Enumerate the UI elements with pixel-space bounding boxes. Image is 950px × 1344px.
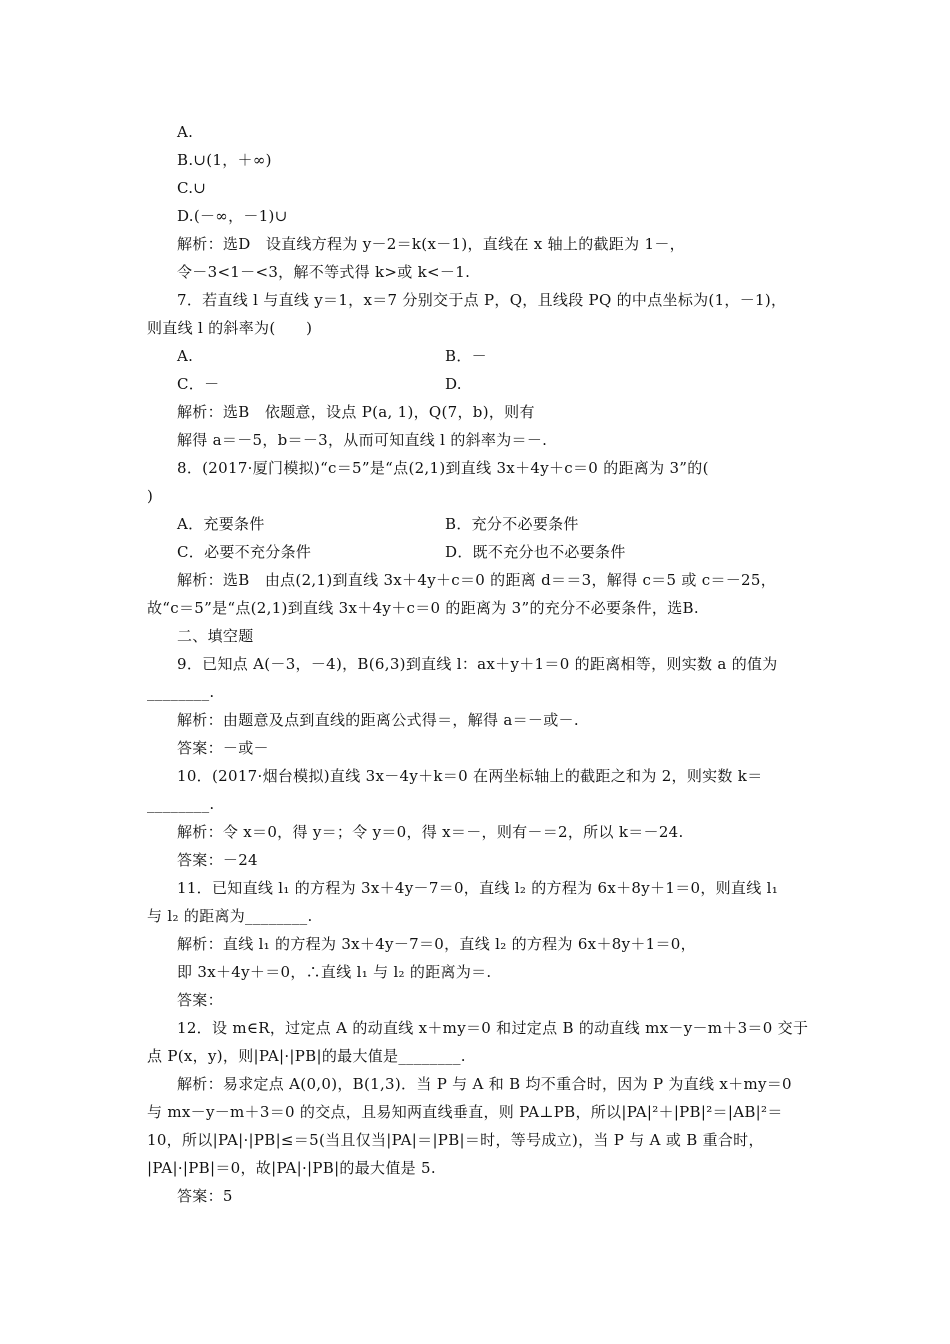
solution-line: 解析：选D 设直线方程为 y－2＝k(x－1)，直线在 x 轴上的截距为 1－，: [177, 235, 685, 253]
option-c: C．－: [177, 375, 220, 393]
option-c: C.∪: [177, 179, 207, 197]
question-12-cont: 点 P(x，y)，则|PA|·|PB|的最大值是________.: [147, 1047, 466, 1065]
solution-line: 解析：令 x＝0，得 y＝；令 y＝0，得 x＝－，则有－＝2，所以 k＝－24.: [177, 823, 684, 841]
solution-line: 即 3x＋4y＋＝0，∴直线 l₁ 与 l₂ 的距离为＝.: [177, 963, 492, 981]
question-11: 11．已知直线 l₁ 的方程为 3x＋4y－7＝0，直线 l₂ 的方程为 6x＋8y＋1＝0，则直线 l₁: [177, 879, 779, 897]
question-8: 8．(2017·厦门模拟)“c＝5”是“点(2,1)到直线 3x＋4y＋c＝0 的距离为 3”的(: [177, 459, 709, 477]
answer-blank: ________.: [147, 795, 215, 813]
question-7-cont: 则直线 l 的斜率为( ): [147, 319, 313, 337]
option-a: A.: [177, 347, 194, 365]
answer-line: 答案：－或－: [177, 739, 269, 757]
answer-line: 答案：－24: [177, 851, 258, 869]
option-d: D.: [445, 375, 462, 393]
question-7: 7．若直线 l 与直线 y＝1，x＝7 分别交于点 P，Q，且线段 PQ 的中点坐标为(1，－1)，: [177, 291, 787, 309]
option-d: D．既不充分也不必要条件: [445, 543, 626, 561]
option-d: D.(－∞，－1)∪: [177, 207, 288, 225]
answer-line: 答案：5: [177, 1187, 233, 1205]
answer-line: 答案：: [177, 991, 223, 1009]
solution-line: 故“c＝5”是“点(2,1)到直线 3x＋4y＋c＝0 的距离为 3”的充分不必要条件，选B.: [147, 599, 699, 617]
option-a: A.: [177, 123, 194, 141]
solution-line: 解析：选B 依题意，设点 P(a, 1)，Q(7，b)，则有: [177, 403, 535, 421]
solution-line: |PA|·|PB|＝0，故|PA|·|PB|的最大值是 5.: [147, 1159, 436, 1177]
solution-line: 10，所以|PA|·|PB|≤＝5(当且仅当|PA|＝|PB|＝时，等号成立)，当 P 与 A 或 B 重合时，: [147, 1131, 764, 1149]
option-b: B．－: [445, 347, 487, 365]
section-heading: 二、填空题: [177, 627, 254, 645]
solution-line: 与 mx－y－m＋3＝0 的交点，且易知两直线垂直，则 PA⊥PB，所以|PA|²＋|PB|²＝|AB|²＝: [147, 1103, 783, 1121]
question-12: 12．设 m∈R，过定点 A 的动直线 x＋my＝0 和过定点 B 的动直线 mx－y－m＋3＝0 交于: [177, 1019, 809, 1037]
option-b: B.∪(1，＋∞): [177, 151, 272, 169]
question-10: 10．(2017·烟台模拟)直线 3x－4y＋k＝0 在两坐标轴上的截距之和为 2，则实数 k＝: [177, 767, 763, 785]
solution-line: 令－3<1－<3，解不等式得 k>或 k<－1.: [177, 263, 471, 281]
question-9: 9．已知点 A(－3，－4)，B(6,3)到直线 l：ax＋y＋1＝0 的距离相等，则实数 a 的值为: [177, 655, 778, 673]
answer-blank: ________.: [147, 683, 215, 701]
solution-line: 解析：由题意及点到直线的距离公式得＝，解得 a＝－或－.: [177, 711, 579, 729]
question-11-cont: 与 l₂ 的距离为________.: [147, 907, 313, 925]
solution-line: 解析：选B 由点(2,1)到直线 3x＋4y＋c＝0 的距离 d＝＝3，解得 c＝5 或 c＝－25，: [177, 571, 777, 589]
option-b: B．充分不必要条件: [445, 515, 579, 533]
solution-line: 解析：易求定点 A(0,0)，B(1,3)．当 P 与 A 和 B 均不重合时，因为 P 为直线 x＋my＝0: [177, 1075, 792, 1093]
solution-line: 解析：直线 l₁ 的方程为 3x＋4y－7＝0，直线 l₂ 的方程为 6x＋8y＋1＝0，: [177, 935, 696, 953]
option-c: C．必要不充分条件: [177, 543, 312, 561]
question-8-cont: ): [147, 487, 154, 505]
solution-line: 解得 a＝－5，b＝－3，从而可知直线 l 的斜率为＝－.: [177, 431, 548, 449]
option-a: A．充要条件: [177, 515, 265, 533]
